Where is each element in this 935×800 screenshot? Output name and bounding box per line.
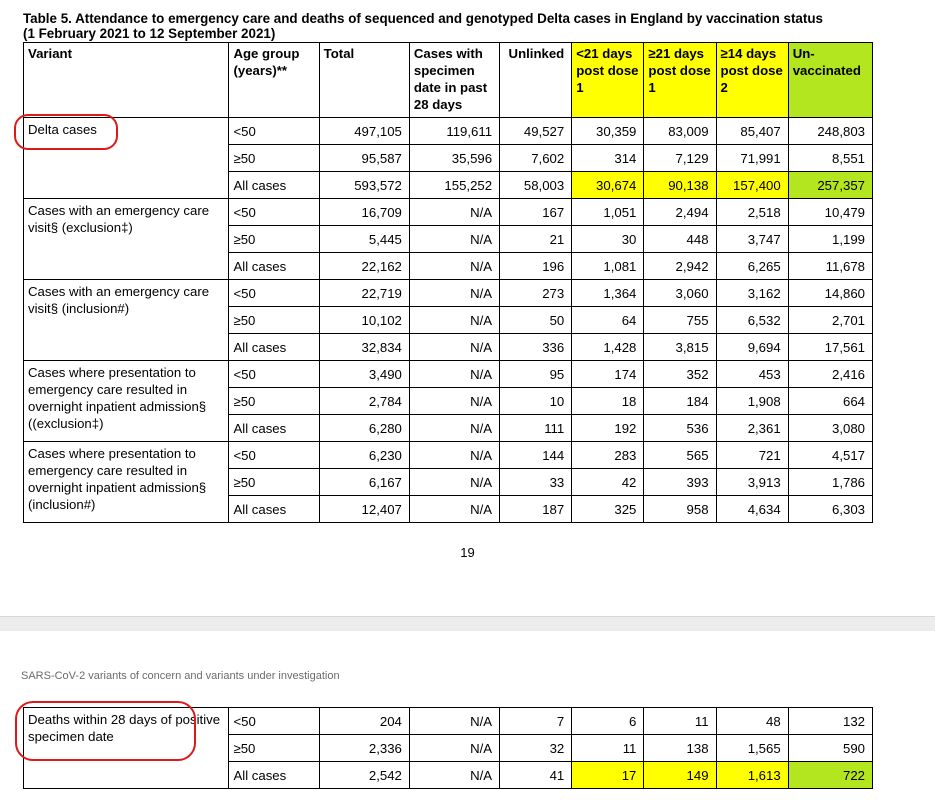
ge14-post-dose2-cell: 48: [716, 708, 788, 735]
unvaccinated-cell: 1,786: [788, 469, 872, 496]
header-unvaccinated: Un-vaccinated: [788, 43, 872, 118]
lt21-post-dose1-cell: 6: [572, 708, 644, 735]
table-row: [24, 361, 873, 388]
lt21-post-dose1-cell: 192: [572, 415, 644, 442]
cases-with-specimen-cell: N/A: [409, 253, 499, 280]
unvaccinated-cell: 2,701: [788, 307, 872, 334]
page-number: 19: [460, 545, 475, 560]
lt21-post-dose1-cell: 325: [572, 496, 644, 523]
unlinked-cell: 273: [500, 280, 572, 307]
total-cell: 5,445: [319, 226, 409, 253]
total-cell: 22,719: [319, 280, 409, 307]
attendance-table: [23, 42, 873, 523]
cases-with-specimen-cell: N/A: [409, 735, 499, 762]
ge21-post-dose1-cell: 536: [644, 415, 716, 442]
ge21-post-dose1-cell: 138: [644, 735, 716, 762]
cases-with-specimen-cell: N/A: [409, 442, 499, 469]
ge14-post-dose2-cell: 6,265: [716, 253, 788, 280]
lt21-post-dose1-cell: 1,428: [572, 334, 644, 361]
variant-label: Cases where presentation to emergency care resulted in overnight inpatient admission§ ((exclusion‡): [24, 361, 229, 442]
running-header: SARS-CoV-2 variants of concern and variants under investigation: [21, 670, 340, 682]
unvaccinated-cell: 1,199: [788, 226, 872, 253]
header-ge21-post-dose1: ≥21 days post dose 1: [644, 43, 716, 118]
unlinked-cell: 95: [500, 361, 572, 388]
table-title-line1: Table 5. Attendance to emergency care and deaths of sequenced and genotyped Delta cases in England by vaccination status: [23, 11, 823, 26]
unvaccinated-cell: 11,678: [788, 253, 872, 280]
age-group-cell: All cases: [229, 496, 319, 523]
header-age-group: Age group (years)**: [229, 43, 319, 118]
total-cell: 6,230: [319, 442, 409, 469]
unvaccinated-cell: 2,416: [788, 361, 872, 388]
ge14-post-dose2-cell: 85,407: [716, 118, 788, 145]
total-cell: 2,542: [319, 762, 409, 789]
cases-with-specimen-cell: N/A: [409, 226, 499, 253]
unvaccinated-cell: 257,357: [788, 172, 872, 199]
age-group-cell: <50: [229, 118, 319, 145]
unlinked-cell: 58,003: [500, 172, 572, 199]
age-group-cell: ≥50: [229, 145, 319, 172]
age-group-cell: All cases: [229, 415, 319, 442]
total-cell: 2,336: [319, 735, 409, 762]
lt21-post-dose1-cell: 30,674: [572, 172, 644, 199]
page-break: [0, 616, 935, 632]
ge14-post-dose2-cell: 2,361: [716, 415, 788, 442]
age-group-cell: All cases: [229, 253, 319, 280]
ge21-post-dose1-cell: 184: [644, 388, 716, 415]
ge14-post-dose2-cell: 1,565: [716, 735, 788, 762]
unvaccinated-cell: 3,080: [788, 415, 872, 442]
variant-label: Delta cases: [24, 118, 229, 199]
total-cell: 10,102: [319, 307, 409, 334]
age-group-cell: <50: [229, 361, 319, 388]
ge21-post-dose1-cell: 352: [644, 361, 716, 388]
total-cell: 16,709: [319, 199, 409, 226]
unlinked-cell: 187: [500, 496, 572, 523]
unlinked-cell: 10: [500, 388, 572, 415]
cases-with-specimen-cell: N/A: [409, 415, 499, 442]
ge14-post-dose2-cell: 2,518: [716, 199, 788, 226]
variant-label: Cases with an emergency care visit§ (exclusion‡): [24, 199, 229, 280]
total-cell: 204: [319, 708, 409, 735]
unvaccinated-cell: 590: [788, 735, 872, 762]
ge14-post-dose2-cell: 9,694: [716, 334, 788, 361]
unlinked-cell: 196: [500, 253, 572, 280]
ge14-post-dose2-cell: 71,991: [716, 145, 788, 172]
unvaccinated-cell: 10,479: [788, 199, 872, 226]
lt21-post-dose1-cell: 1,364: [572, 280, 644, 307]
age-group-cell: All cases: [229, 172, 319, 199]
ge14-post-dose2-cell: 1,908: [716, 388, 788, 415]
age-group-cell: All cases: [229, 762, 319, 789]
cases-with-specimen-cell: 35,596: [409, 145, 499, 172]
total-cell: 22,162: [319, 253, 409, 280]
unlinked-cell: 41: [500, 762, 572, 789]
age-group-cell: <50: [229, 280, 319, 307]
unlinked-cell: 144: [500, 442, 572, 469]
header-unlinked: Unlinked: [500, 43, 572, 118]
ge21-post-dose1-cell: 2,494: [644, 199, 716, 226]
total-cell: 2,784: [319, 388, 409, 415]
age-group-cell: All cases: [229, 334, 319, 361]
table-title-line2: (1 February 2021 to 12 September 2021): [23, 26, 276, 41]
ge14-post-dose2-cell: 4,634: [716, 496, 788, 523]
unvaccinated-cell: 722: [788, 762, 872, 789]
cases-with-specimen-cell: N/A: [409, 280, 499, 307]
table-row: [24, 199, 873, 226]
unlinked-cell: 111: [500, 415, 572, 442]
ge14-post-dose2-cell: 6,532: [716, 307, 788, 334]
variant-label: Cases where presentation to emergency care resulted in overnight inpatient admission§ (inclusion#): [24, 442, 229, 523]
table-row: [24, 280, 873, 307]
unvaccinated-cell: 132: [788, 708, 872, 735]
header-total: Total: [319, 43, 409, 118]
ge21-post-dose1-cell: 11: [644, 708, 716, 735]
variant-label: Deaths within 28 days of positive specimen date: [24, 708, 229, 789]
unvaccinated-cell: 664: [788, 388, 872, 415]
unvaccinated-cell: 4,517: [788, 442, 872, 469]
ge14-post-dose2-cell: 3,747: [716, 226, 788, 253]
total-cell: 497,105: [319, 118, 409, 145]
cases-with-specimen-cell: N/A: [409, 496, 499, 523]
lt21-post-dose1-cell: 64: [572, 307, 644, 334]
lt21-post-dose1-cell: 314: [572, 145, 644, 172]
ge21-post-dose1-cell: 2,942: [644, 253, 716, 280]
header-row: [24, 43, 873, 118]
lt21-post-dose1-cell: 42: [572, 469, 644, 496]
ge14-post-dose2-cell: 3,162: [716, 280, 788, 307]
cases-with-specimen-cell: N/A: [409, 361, 499, 388]
ge14-post-dose2-cell: 721: [716, 442, 788, 469]
lt21-post-dose1-cell: 174: [572, 361, 644, 388]
unlinked-cell: 7,602: [500, 145, 572, 172]
unlinked-cell: 33: [500, 469, 572, 496]
header-lt21-post-dose1: <21 days post dose 1: [572, 43, 644, 118]
total-cell: 6,167: [319, 469, 409, 496]
lt21-post-dose1-cell: 283: [572, 442, 644, 469]
ge21-post-dose1-cell: 7,129: [644, 145, 716, 172]
ge21-post-dose1-cell: 90,138: [644, 172, 716, 199]
unvaccinated-cell: 14,860: [788, 280, 872, 307]
ge14-post-dose2-cell: 1,613: [716, 762, 788, 789]
table-row: [24, 118, 873, 145]
ge14-post-dose2-cell: 157,400: [716, 172, 788, 199]
unlinked-cell: 21: [500, 226, 572, 253]
table-title: [23, 11, 923, 41]
total-cell: 95,587: [319, 145, 409, 172]
header-variant: Variant: [24, 43, 229, 118]
document-page-lower: [0, 631, 935, 800]
ge21-post-dose1-cell: 149: [644, 762, 716, 789]
table-row: [24, 442, 873, 469]
table-row: [24, 708, 873, 735]
ge21-post-dose1-cell: 448: [644, 226, 716, 253]
ge21-post-dose1-cell: 565: [644, 442, 716, 469]
unvaccinated-cell: 17,561: [788, 334, 872, 361]
unlinked-cell: 49,527: [500, 118, 572, 145]
lt21-post-dose1-cell: 17: [572, 762, 644, 789]
unlinked-cell: 32: [500, 735, 572, 762]
cases-with-specimen-cell: 119,611: [409, 118, 499, 145]
age-group-cell: <50: [229, 199, 319, 226]
lt21-post-dose1-cell: 30,359: [572, 118, 644, 145]
age-group-cell: ≥50: [229, 469, 319, 496]
lt21-post-dose1-cell: 30: [572, 226, 644, 253]
age-group-cell: <50: [229, 442, 319, 469]
ge21-post-dose1-cell: 3,815: [644, 334, 716, 361]
cases-with-specimen-cell: N/A: [409, 708, 499, 735]
cases-with-specimen-cell: N/A: [409, 199, 499, 226]
unlinked-cell: 50: [500, 307, 572, 334]
cases-with-specimen-cell: N/A: [409, 762, 499, 789]
unlinked-cell: 336: [500, 334, 572, 361]
total-cell: 32,834: [319, 334, 409, 361]
ge21-post-dose1-cell: 83,009: [644, 118, 716, 145]
unvaccinated-cell: 248,803: [788, 118, 872, 145]
lt21-post-dose1-cell: 11: [572, 735, 644, 762]
lt21-post-dose1-cell: 18: [572, 388, 644, 415]
ge21-post-dose1-cell: 393: [644, 469, 716, 496]
total-cell: 6,280: [319, 415, 409, 442]
ge21-post-dose1-cell: 958: [644, 496, 716, 523]
unvaccinated-cell: 6,303: [788, 496, 872, 523]
header-cases-with-specimen: Cases with specimen date in past 28 days: [409, 43, 499, 118]
cases-with-specimen-cell: 155,252: [409, 172, 499, 199]
age-group-cell: ≥50: [229, 388, 319, 415]
cases-with-specimen-cell: N/A: [409, 388, 499, 415]
age-group-cell: <50: [229, 708, 319, 735]
unvaccinated-cell: 8,551: [788, 145, 872, 172]
deaths-table: [23, 707, 873, 789]
unlinked-cell: 167: [500, 199, 572, 226]
header-ge14-post-dose2: ≥14 days post dose 2: [716, 43, 788, 118]
ge14-post-dose2-cell: 453: [716, 361, 788, 388]
ge21-post-dose1-cell: 3,060: [644, 280, 716, 307]
age-group-cell: ≥50: [229, 226, 319, 253]
total-cell: 593,572: [319, 172, 409, 199]
total-cell: 12,407: [319, 496, 409, 523]
lt21-post-dose1-cell: 1,051: [572, 199, 644, 226]
age-group-cell: ≥50: [229, 307, 319, 334]
variant-label: Cases with an emergency care visit§ (inclusion#): [24, 280, 229, 361]
ge14-post-dose2-cell: 3,913: [716, 469, 788, 496]
age-group-cell: ≥50: [229, 735, 319, 762]
ge21-post-dose1-cell: 755: [644, 307, 716, 334]
cases-with-specimen-cell: N/A: [409, 307, 499, 334]
lt21-post-dose1-cell: 1,081: [572, 253, 644, 280]
cases-with-specimen-cell: N/A: [409, 469, 499, 496]
unlinked-cell: 7: [500, 708, 572, 735]
total-cell: 3,490: [319, 361, 409, 388]
cases-with-specimen-cell: N/A: [409, 334, 499, 361]
